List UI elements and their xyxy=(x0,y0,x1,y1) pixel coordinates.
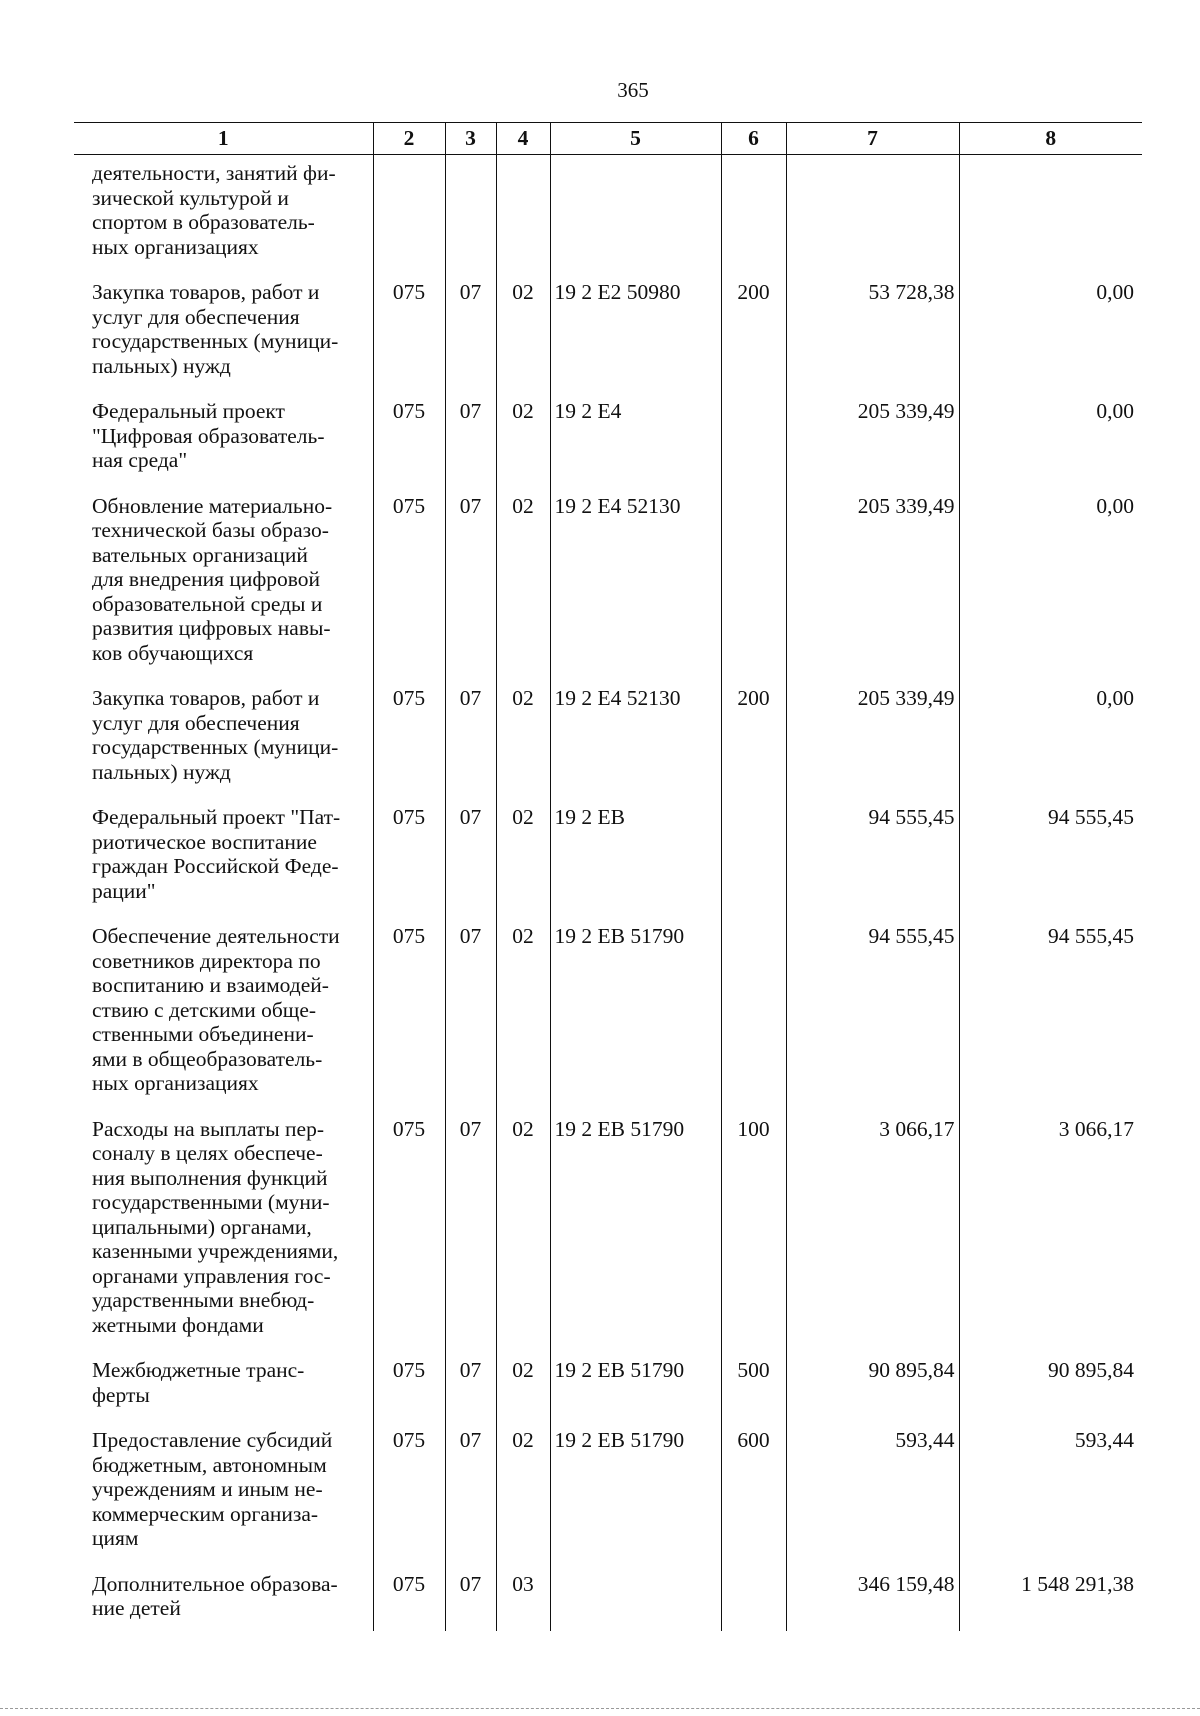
table-row xyxy=(74,386,1142,481)
row-name-text: Расходы на выплаты пер- соналу в целях обеспече- ния выполнения функций государственными (муни- ципальными) органами, казенными учреждениями, органами управления гос- ударственными внебюд- жетными фондами xyxy=(92,1116,339,1337)
cell-subsection-code: 02 xyxy=(496,481,550,674)
cell-section-code: 07 xyxy=(445,386,496,481)
cell-expense-type xyxy=(721,792,786,911)
cell-name xyxy=(74,1415,373,1559)
row-name-text: Межбюджетные транс- ферты xyxy=(92,1358,305,1407)
cell-target-article xyxy=(550,1559,721,1631)
cell-amount-1: 94 555,45 xyxy=(786,792,959,911)
cell-department-code: 075 xyxy=(373,386,445,481)
cell-amount-2 xyxy=(959,155,1142,268)
cell-target-article: 19 2 EB 51790 xyxy=(550,911,721,1104)
table-row xyxy=(74,792,1142,911)
column-header: 5 xyxy=(550,123,721,155)
cell-section-code xyxy=(445,155,496,268)
cell-amount-1: 94 555,45 xyxy=(786,911,959,1104)
column-header: 4 xyxy=(496,123,550,155)
cell-subsection-code: 02 xyxy=(496,911,550,1104)
cell-expense-type: 100 xyxy=(721,1104,786,1346)
cell-amount-2: 1 548 291,38 xyxy=(959,1559,1142,1631)
cell-amount-1: 3 066,17 xyxy=(786,1104,959,1346)
cell-expense-type: 200 xyxy=(721,673,786,792)
cell-amount-2: 593,44 xyxy=(959,1415,1142,1559)
cell-expense-type xyxy=(721,155,786,268)
cell-target-article: 19 2 EB 51790 xyxy=(550,1415,721,1559)
cell-subsection-code: 02 xyxy=(496,1415,550,1559)
column-header: 6 xyxy=(721,123,786,155)
cell-expense-type xyxy=(721,911,786,1104)
cell-name xyxy=(74,911,373,1104)
table-row xyxy=(74,911,1142,1104)
table-row xyxy=(74,1559,1142,1631)
cell-target-article: 19 2 EB xyxy=(550,792,721,911)
row-name-text: Обеспечение деятельности советников директора по воспитанию и взаимодей- ствию с детскими обще- ственными объединени- ями в общеобразователь- ных организациях xyxy=(92,924,340,1095)
page-bottom-edge xyxy=(0,1708,1200,1709)
cell-target-article: 19 2 EB 51790 xyxy=(550,1104,721,1346)
cell-name xyxy=(74,1104,373,1346)
column-header: 8 xyxy=(959,123,1142,155)
cell-amount-2: 94 555,45 xyxy=(959,792,1142,911)
cell-expense-type xyxy=(721,1559,786,1631)
cell-amount-2: 0,00 xyxy=(959,481,1142,674)
row-name-text: Дополнительное образова- ние детей xyxy=(92,1571,338,1620)
row-name-text: Обновление материально- технической базы образо- вательных организаций для внедрения цифровой образовательной среды и развития цифровых навы- ков обучающихся xyxy=(92,493,333,665)
table-row xyxy=(74,1104,1142,1346)
cell-section-code: 07 xyxy=(445,1559,496,1631)
row-name-text: Закупка товаров, работ и услуг для обеспечения государственных (муници- пальных) нужд xyxy=(92,686,339,784)
table-row xyxy=(74,673,1142,792)
cell-amount-2: 0,00 xyxy=(959,267,1142,386)
cell-amount-2: 0,00 xyxy=(959,386,1142,481)
cell-department-code: 075 xyxy=(373,673,445,792)
cell-name xyxy=(74,792,373,911)
cell-subsection-code: 02 xyxy=(496,386,550,481)
budget-table-container xyxy=(74,122,1142,1631)
cell-amount-1: 346 159,48 xyxy=(786,1559,959,1631)
cell-department-code: 075 xyxy=(373,267,445,386)
cell-amount-1: 205 339,49 xyxy=(786,673,959,792)
cell-amount-2: 90 895,84 xyxy=(959,1345,1142,1415)
cell-target-article: 19 2 E4 52130 xyxy=(550,673,721,792)
cell-name xyxy=(74,1559,373,1631)
cell-amount-2: 0,00 xyxy=(959,673,1142,792)
table-row xyxy=(74,155,1142,268)
cell-expense-type xyxy=(721,386,786,481)
cell-name xyxy=(74,155,373,268)
cell-target-article: 19 2 E4 52130 xyxy=(550,481,721,674)
table-body xyxy=(74,155,1142,1631)
column-header: 3 xyxy=(445,123,496,155)
cell-department-code: 075 xyxy=(373,911,445,1104)
cell-name xyxy=(74,386,373,481)
cell-name xyxy=(74,673,373,792)
cell-target-article: 19 2 E2 50980 xyxy=(550,267,721,386)
cell-department-code: 075 xyxy=(373,481,445,674)
row-name-text: деятельности, занятий фи- зической культурой и спортом в образователь- ных организациях xyxy=(92,161,336,259)
cell-amount-2: 94 555,45 xyxy=(959,911,1142,1104)
cell-department-code: 075 xyxy=(373,1415,445,1559)
cell-expense-type: 500 xyxy=(721,1345,786,1415)
cell-department-code: 075 xyxy=(373,1559,445,1631)
column-header: 1 xyxy=(74,123,373,155)
cell-section-code: 07 xyxy=(445,267,496,386)
cell-section-code: 07 xyxy=(445,673,496,792)
cell-subsection-code: 02 xyxy=(496,1345,550,1415)
cell-subsection-code: 02 xyxy=(496,792,550,911)
cell-section-code: 07 xyxy=(445,792,496,911)
cell-department-code: 075 xyxy=(373,1104,445,1346)
cell-section-code: 07 xyxy=(445,481,496,674)
column-header: 7 xyxy=(786,123,959,155)
cell-expense-type: 200 xyxy=(721,267,786,386)
cell-department-code: 075 xyxy=(373,1345,445,1415)
cell-subsection-code: 03 xyxy=(496,1559,550,1631)
cell-expense-type: 600 xyxy=(721,1415,786,1559)
cell-name xyxy=(74,481,373,674)
cell-department-code: 075 xyxy=(373,792,445,911)
cell-subsection-code: 02 xyxy=(496,1104,550,1346)
cell-name xyxy=(74,1345,373,1415)
cell-section-code: 07 xyxy=(445,1345,496,1415)
table-row xyxy=(74,1345,1142,1415)
cell-amount-1: 53 728,38 xyxy=(786,267,959,386)
budget-table xyxy=(74,122,1142,1631)
cell-subsection-code: 02 xyxy=(496,673,550,792)
header-row xyxy=(74,123,1142,155)
table-row xyxy=(74,267,1142,386)
column-header: 2 xyxy=(373,123,445,155)
row-name-text: Федеральный проект "Пат- риотическое воспитание граждан Российской Феде- рации" xyxy=(92,805,341,903)
cell-amount-1: 205 339,49 xyxy=(786,386,959,481)
cell-target-article: 19 2 EB 51790 xyxy=(550,1345,721,1415)
cell-department-code xyxy=(373,155,445,268)
cell-section-code: 07 xyxy=(445,1415,496,1559)
cell-expense-type xyxy=(721,481,786,674)
cell-amount-2: 3 066,17 xyxy=(959,1104,1142,1346)
cell-target-article xyxy=(550,155,721,268)
cell-section-code: 07 xyxy=(445,1104,496,1346)
cell-subsection-code xyxy=(496,155,550,268)
cell-section-code: 07 xyxy=(445,911,496,1104)
cell-subsection-code: 02 xyxy=(496,267,550,386)
table-row xyxy=(74,481,1142,674)
row-name-text: Предоставление субсидий бюджетным, автономным учреждениям и иным не- коммерческим организа- циям xyxy=(92,1428,333,1550)
cell-amount-1: 593,44 xyxy=(786,1415,959,1559)
cell-amount-1: 205 339,49 xyxy=(786,481,959,674)
cell-amount-1: 90 895,84 xyxy=(786,1345,959,1415)
table-row xyxy=(74,1415,1142,1559)
cell-target-article: 19 2 E4 xyxy=(550,386,721,481)
cell-amount-1 xyxy=(786,155,959,268)
page-number: 365 xyxy=(617,78,649,102)
row-name-text: Федеральный проект "Цифровая образователь- ная среда" xyxy=(92,399,325,472)
row-name-text: Закупка товаров, работ и услуг для обеспечения государственных (муници- пальных) нужд xyxy=(92,280,339,378)
cell-name xyxy=(74,267,373,386)
